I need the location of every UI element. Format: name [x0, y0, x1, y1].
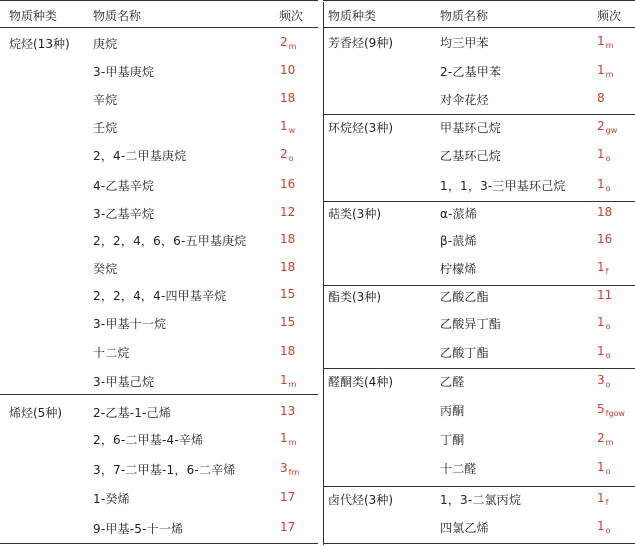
frequency-value: [597, 519, 611, 535]
group-separator: [0, 394, 318, 395]
compound-name: 对伞花烃: [440, 93, 489, 107]
frequency-number: 3: [280, 461, 288, 475]
compound-name: 2，2，4，4-四甲基辛烷: [93, 289, 227, 303]
compound-name: 2-乙基-1-己烯: [93, 406, 172, 420]
frequency-value: [597, 431, 613, 447]
compound-name: 1，3-二氯丙烷: [440, 493, 522, 507]
left-header-row: [0, 0, 318, 28]
frequency-number: 1: [280, 119, 288, 133]
compound-name: α-蒎烯: [440, 207, 478, 221]
frequency-mark: o: [605, 184, 611, 193]
frequency-value: [597, 373, 611, 389]
frequency-mark: o: [605, 380, 611, 389]
compound-name: 乙基环己烷: [440, 149, 502, 163]
frequency-number: 1: [597, 491, 605, 505]
frequency-value: [597, 402, 625, 418]
frequency-mark: m: [605, 438, 614, 447]
category-label: 烷烃(13种): [9, 37, 70, 51]
compound-name: 2-乙基甲苯: [440, 65, 502, 79]
frequency-number: 12: [280, 205, 296, 219]
frequency-number: 18: [280, 344, 296, 358]
frequency-mark: o: [605, 526, 611, 535]
frequency-mark: fgow: [605, 409, 625, 418]
group-separator: [323, 368, 635, 369]
frequency-value: [280, 431, 296, 447]
compound-name: 3-甲基庚烷: [93, 65, 155, 79]
frequency-value: [280, 404, 295, 418]
frequency-mark: fm: [288, 468, 300, 477]
category-label: 卤代烃(3种): [328, 493, 393, 507]
header-frequency: 频次: [597, 9, 622, 23]
frequency-value: [597, 205, 612, 219]
right-header-row: [323, 0, 635, 28]
compound-name: β-蒎烯: [440, 234, 477, 248]
header-name: 物质名称: [93, 9, 142, 23]
frequency-number: 17: [280, 490, 296, 504]
frequency-value: [597, 491, 608, 507]
compound-name: 1，1，3-三甲基环己烷: [440, 179, 566, 193]
frequency-mark: m: [288, 380, 297, 389]
frequency-value: [280, 35, 296, 51]
frequency-mark: m: [288, 438, 297, 447]
frequency-number: 16: [597, 232, 613, 246]
frequency-number: 1: [597, 519, 605, 533]
frequency-number: 2: [597, 431, 605, 445]
frequency-number: 3: [597, 373, 605, 387]
table-bottom-rule: [0, 543, 318, 544]
frequency-number: 13: [280, 404, 296, 418]
frequency-mark: m: [605, 70, 614, 79]
frequency-number: 1: [280, 431, 288, 445]
frequency-mark: m: [605, 41, 614, 50]
compound-name: 四氯乙烯: [440, 521, 489, 535]
frequency-number: 18: [597, 205, 613, 219]
frequency-number: 1: [597, 260, 605, 274]
frequency-value: [597, 34, 613, 50]
frequency-number: 17: [280, 520, 296, 534]
frequency-mark: gw: [605, 126, 618, 135]
frequency-mark: o: [605, 322, 611, 331]
frequency-value: [280, 91, 295, 105]
header-category: 物质种类: [328, 9, 377, 23]
compound-name: 均三甲苯: [440, 36, 489, 50]
compound-name: 3-甲基己烷: [93, 375, 155, 389]
frequency-value: [280, 315, 295, 329]
frequency-value: [280, 119, 295, 135]
compound-name: 乙醛: [440, 375, 465, 389]
frequency-value: [597, 460, 611, 476]
frequency-number: 1: [597, 177, 605, 191]
group-separator: [323, 114, 635, 115]
header-category: 物质种类: [9, 9, 58, 23]
compound-name: 癸烷: [93, 262, 118, 276]
frequency-number: 1: [597, 460, 605, 474]
category-label: 萜类(3种): [328, 207, 381, 221]
category-label: 烯烃(5种): [9, 406, 62, 420]
frequency-number: 16: [280, 177, 296, 191]
compound-name: 乙酸丁酯: [440, 346, 489, 360]
frequency-number: 8: [597, 91, 605, 105]
group-separator: [323, 201, 635, 202]
compound-name: 辛烷: [93, 93, 118, 107]
frequency-number: 18: [280, 91, 296, 105]
frequency-number: 1: [597, 34, 605, 48]
frequency-value: [280, 344, 295, 358]
compound-name: 2，4-二甲基庚烷: [93, 149, 187, 163]
header-frequency: 频次: [279, 9, 304, 23]
frequency-mark: o: [605, 351, 611, 360]
frequency-number: 1: [597, 344, 605, 358]
compound-name: 1-癸烯: [93, 492, 130, 506]
compound-name: 十二醛: [440, 462, 477, 476]
category-label: 醛酮类(4种): [328, 375, 393, 389]
frequency-number: 18: [280, 232, 296, 246]
frequency-value: [597, 147, 611, 163]
frequency-value: [280, 63, 295, 77]
frequency-number: 10: [280, 63, 296, 77]
frequency-value: [280, 287, 295, 301]
group-separator: [323, 486, 635, 487]
frequency-value: [597, 91, 605, 105]
frequency-value: [597, 260, 608, 276]
frequency-value: [597, 315, 611, 331]
frequency-number: 1: [597, 63, 605, 77]
category-label: 环烷烃(3种): [328, 121, 393, 135]
compound-name: 3-乙基辛烷: [93, 207, 155, 221]
frequency-number: 18: [280, 260, 296, 274]
compound-name: 4-乙基辛烷: [93, 179, 155, 193]
compound-name: 壬烷: [93, 121, 118, 135]
table-bottom-rule: [323, 543, 635, 544]
frequency-value: [597, 177, 611, 193]
frequency-value: [597, 288, 612, 302]
frequency-value: [280, 147, 294, 163]
header-name: 物质名称: [440, 9, 489, 23]
compound-name: 十二烷: [93, 346, 130, 360]
frequency-number: 1: [597, 315, 605, 329]
frequency-number: 1: [280, 373, 288, 387]
category-label: 芳香烃(9种): [328, 36, 393, 50]
frequency-value: [280, 373, 296, 389]
frequency-number: 2: [280, 35, 288, 49]
frequency-mark: f: [605, 498, 609, 507]
frequency-value: [280, 260, 295, 274]
frequency-value: [280, 232, 295, 246]
frequency-value: [280, 490, 295, 504]
frequency-number: 1: [597, 147, 605, 161]
category-label: 酯类(3种): [328, 290, 381, 304]
compound-name: 丁酮: [440, 433, 465, 447]
frequency-mark: o: [605, 467, 611, 476]
frequency-mark: f: [605, 267, 609, 276]
frequency-mark: o: [605, 154, 611, 163]
compound-name: 2，6-二甲基-4-辛烯: [93, 433, 204, 447]
compound-name: 9-甲基-5-十一烯: [93, 522, 184, 536]
frequency-value: [280, 461, 299, 477]
frequency-number: 5: [597, 402, 605, 416]
compound-name: 乙酸乙酯: [440, 290, 489, 304]
frequency-mark: w: [288, 126, 296, 135]
compound-name: 庚烷: [93, 37, 118, 51]
compound-name: 丙酮: [440, 404, 465, 418]
frequency-number: 2: [280, 147, 288, 161]
frequency-value: [597, 63, 613, 79]
frequency-mark: m: [288, 42, 297, 51]
frequency-value: [597, 344, 611, 360]
frequency-value: [597, 119, 617, 135]
frequency-value: [280, 520, 295, 534]
compound-name: 3-甲基十一烷: [93, 317, 167, 331]
frequency-value: [280, 177, 295, 191]
frequency-value: [280, 205, 295, 219]
frequency-number: 15: [280, 287, 296, 301]
group-separator: [323, 285, 635, 286]
frequency-number: 11: [597, 288, 613, 302]
frequency-value: [597, 232, 612, 246]
compound-name: 2，2，4，6，6-五甲基庚烷: [93, 234, 247, 248]
frequency-mark: o: [288, 154, 294, 163]
compound-name: 3，7-二甲基-1，6-二辛烯: [93, 463, 236, 477]
compound-name: 甲基环己烷: [440, 121, 502, 135]
frequency-number: 15: [280, 315, 296, 329]
compound-name: 柠檬烯: [440, 262, 477, 276]
frequency-number: 2: [597, 119, 605, 133]
right-table: [323, 0, 635, 546]
compound-name: 乙酸异丁酯: [440, 317, 502, 331]
